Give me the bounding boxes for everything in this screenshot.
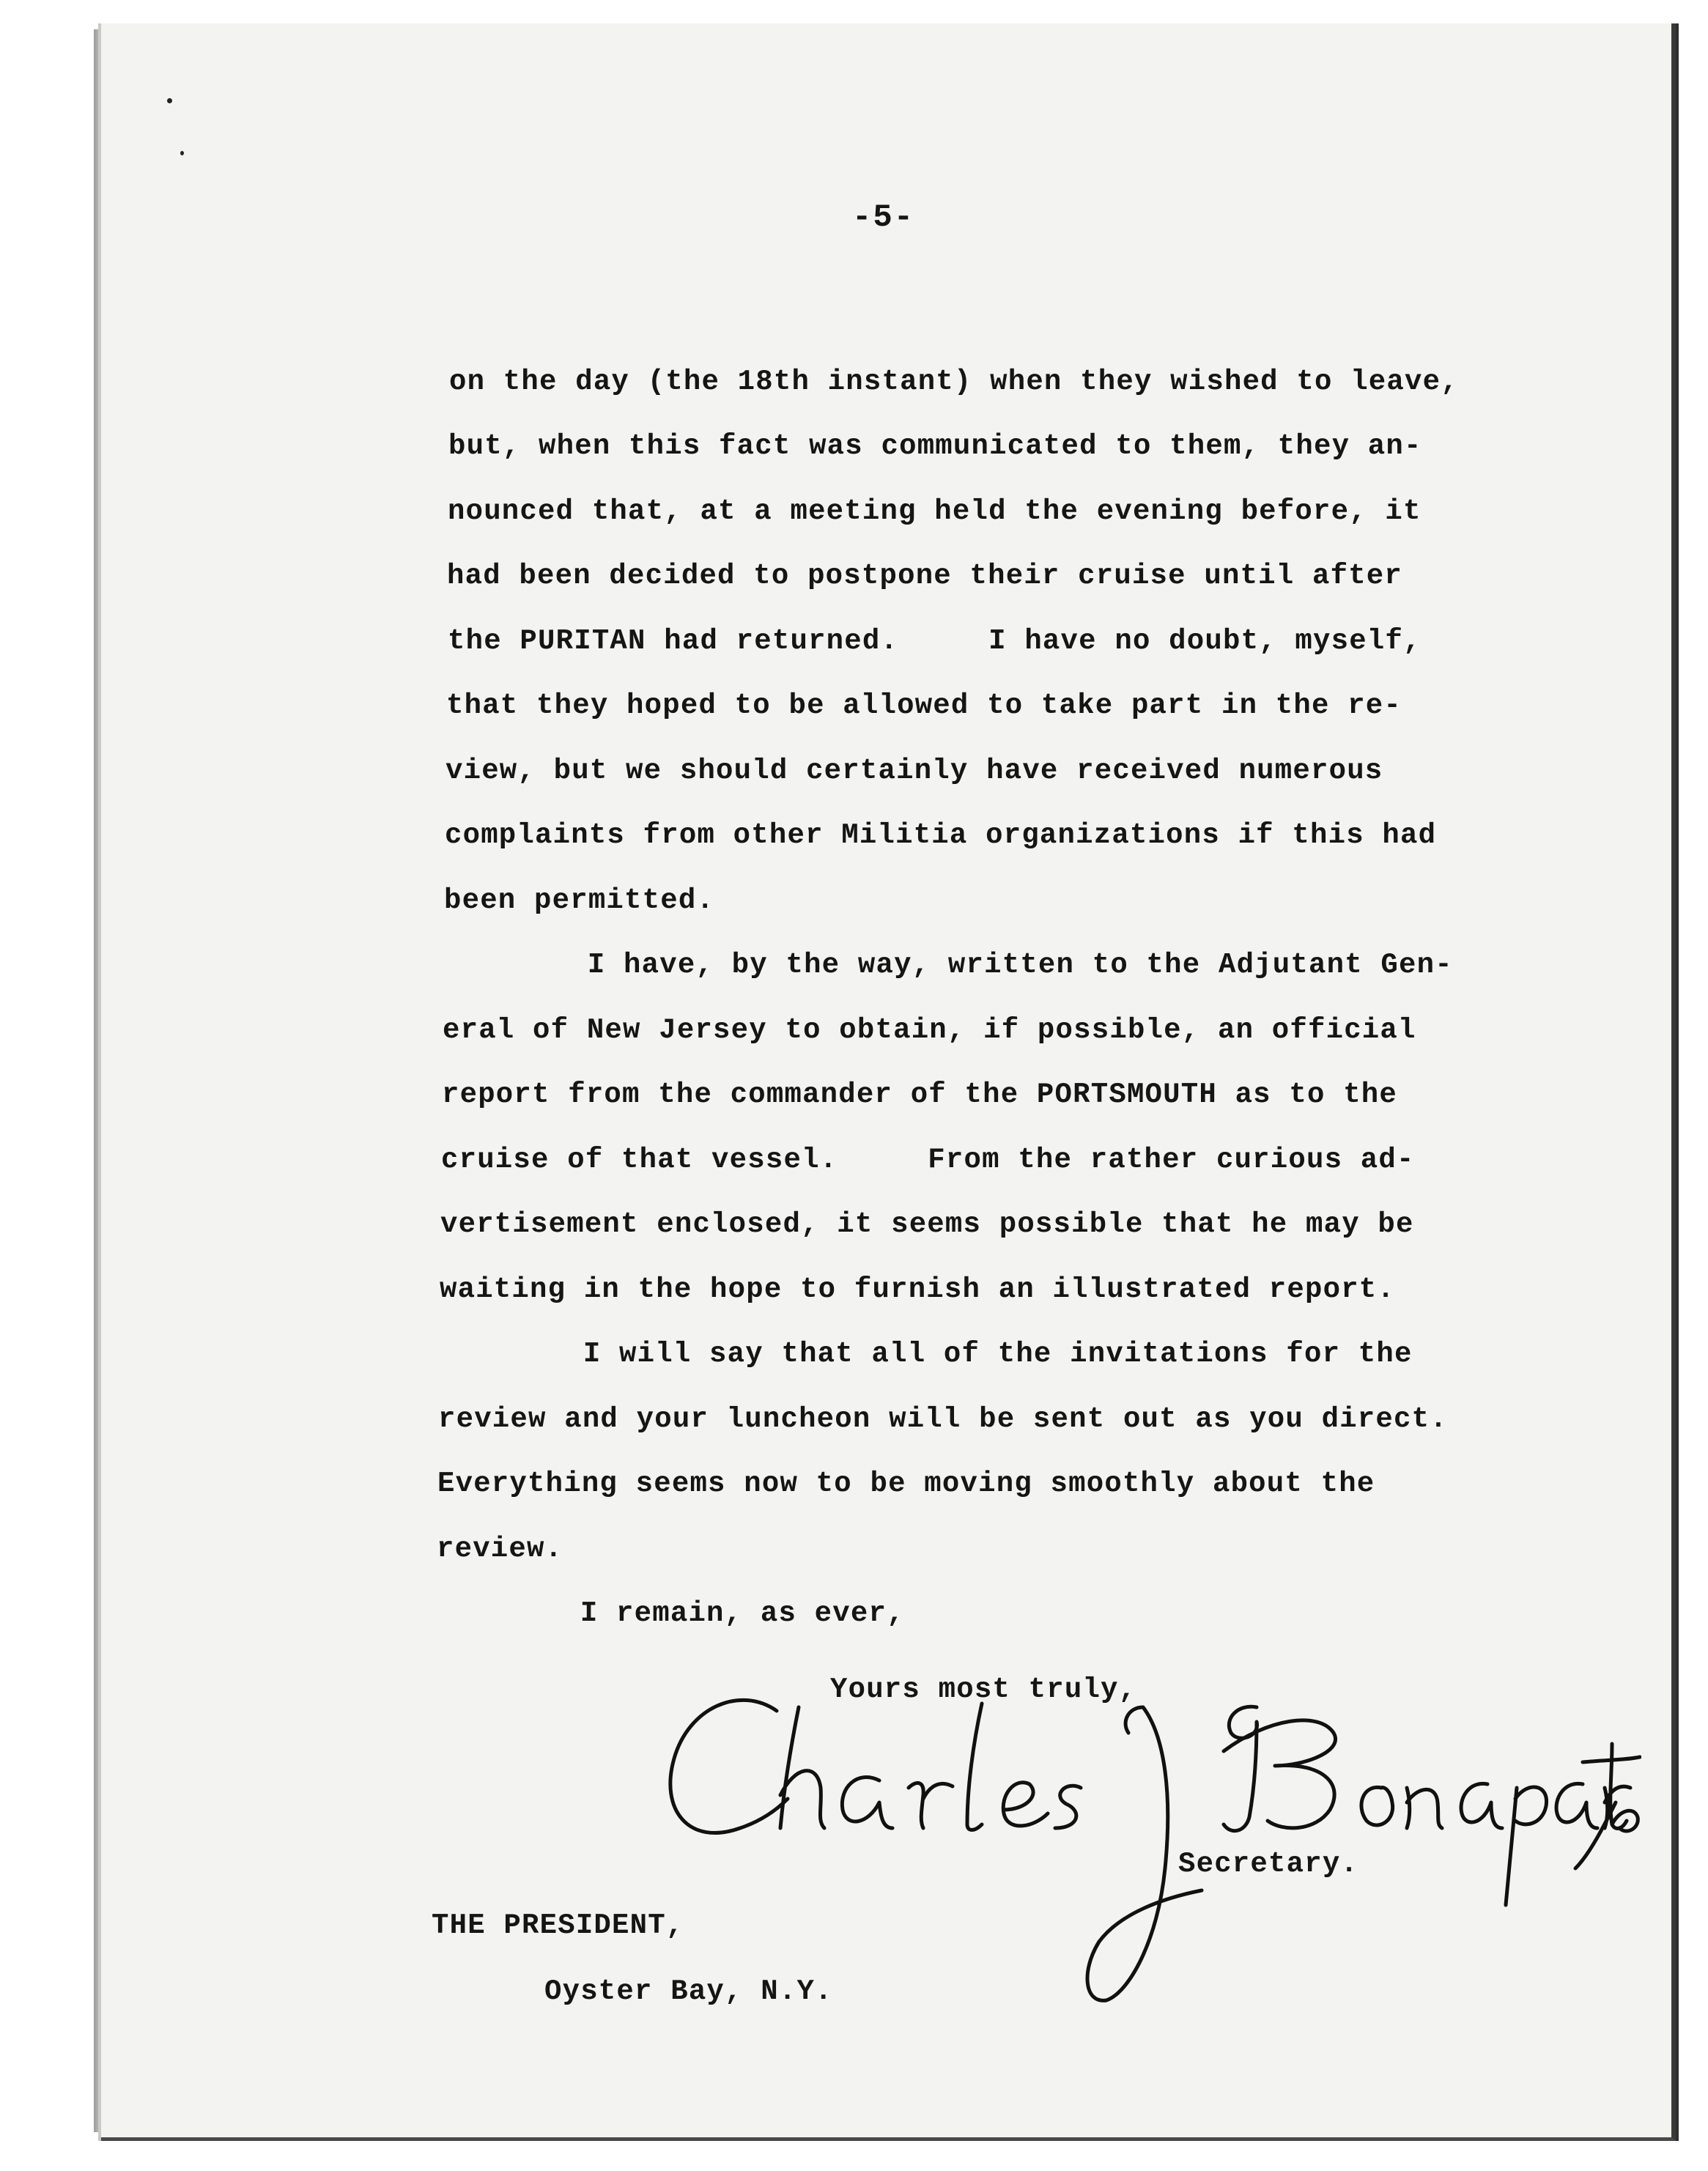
body-line: I will say that all of the invitations for the [439, 1338, 1413, 1370]
handwritten-signature [659, 1678, 1641, 2022]
body-line: view, but we should certainly have received numerous [446, 755, 1383, 787]
body-line: report from the commander of the PORTSMOUTH as to the [442, 1079, 1398, 1111]
scan-speck [167, 98, 172, 103]
body-line: eral of New Jersey to obtain, if possible, an official [443, 1014, 1416, 1046]
body-line: been permitted. [444, 884, 715, 917]
body-line: review. [437, 1533, 563, 1565]
body-line: the PURITAN had returned. I have no doubt, myself, [448, 625, 1422, 657]
body-line: I have, by the way, written to the Adjutant Gen- [443, 949, 1453, 981]
body-line: I remain, as ever, [436, 1597, 905, 1630]
body-line: nounced that, at a meeting held the evening before, it [448, 495, 1422, 528]
body-line: Everything seems now to be moving smoothly about the [437, 1468, 1375, 1500]
body-line: vertisement enclosed, it seems possible that he may be [440, 1208, 1414, 1240]
body-line: on the day (the 18th instant) when they wished to leave, [449, 366, 1459, 398]
body-line: cruise of that vessel. From the rather curious ad- [441, 1144, 1415, 1176]
body-line: but, when this fact was communicated to them, they an- [448, 430, 1422, 462]
address-line: Oyster Bay, N.Y. [544, 1975, 833, 2008]
signer-title: Secretary. [1178, 1848, 1359, 1880]
body-line: waiting in the hope to furnish an illustrated report. [440, 1273, 1396, 1306]
scan-speck [180, 151, 184, 155]
complimentary-close: Yours most truly, [830, 1673, 1137, 1706]
body-line: that they hoped to be allowed to take part in the re- [446, 689, 1402, 722]
body-line: complaints from other Militia organizations if this had [445, 819, 1437, 851]
page-number: -5- [852, 199, 915, 236]
addressee: THE PRESIDENT, [432, 1909, 684, 1942]
body-line: had been decided to postpone their cruise until after [447, 560, 1403, 592]
body-line: review and your luncheon will be sent out as you direct. [438, 1403, 1448, 1435]
